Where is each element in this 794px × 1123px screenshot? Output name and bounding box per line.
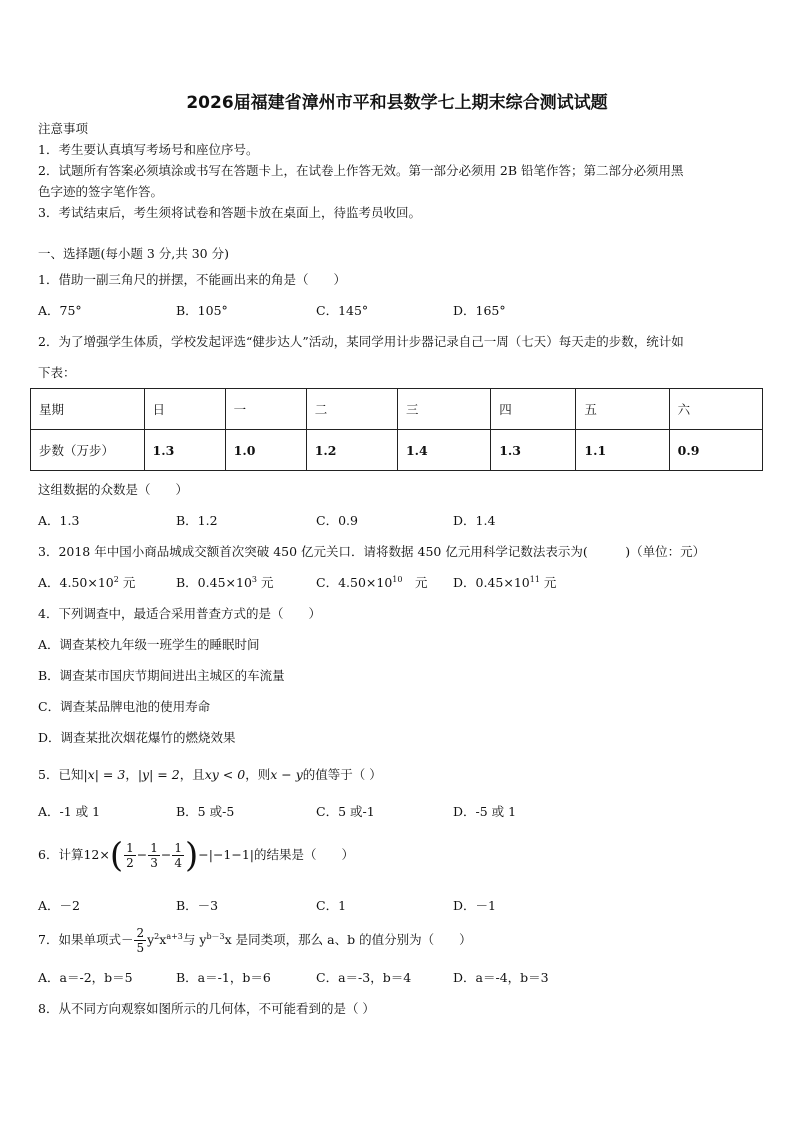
- table-cell: 1.1: [576, 430, 669, 471]
- target-expr: x − y: [270, 767, 303, 782]
- question-6-stem: 6．计算12×( $\frac{1}{2}$ − $\frac{1}{3}$ − $\frac{1}{4}$ )−|−1−1|的结果是（ ）: [38, 835, 355, 876]
- notice-item: 色字迹的签字笔作答。: [38, 184, 164, 199]
- q1-option-c[interactable]: C．145°: [316, 303, 369, 318]
- fraction: $\frac{2}{5}$: [136, 926, 145, 955]
- section-heading: 一、选择题(每小题 3 分,共 30 分): [38, 246, 229, 261]
- notice-item: 3．考试结束后，考生须将试卷和答题卡放在桌面上，待监考员收回。: [38, 205, 421, 220]
- notice-item: 2．试题所有答案必须填涂或书写在答题卡上，在试卷上作答无效。第一部分必须用 2B 铅笔作答；第二部分必须用黑: [38, 163, 684, 178]
- table-cell: 步数（万步）: [31, 430, 145, 471]
- q1-option-a[interactable]: A．75°: [38, 303, 82, 318]
- q4-option-a[interactable]: A．调查某校九年级一班学生的睡眠时间: [38, 637, 260, 652]
- q6-option-d[interactable]: D．－1: [453, 898, 496, 913]
- question-2-stem: 2．为了增强学生体质，学校发起评选“健步达人”活动，某同学用计步器记录自己一周（七天）每天走的步数，统计如: [38, 334, 684, 349]
- table-cell: 六: [669, 389, 762, 430]
- q7-option-d[interactable]: D．a＝-4，b＝3: [453, 970, 549, 985]
- question-3-stem: 3．2018 年中国小商品城成交额首次突破 450 亿元关口．请将数据 450 亿元用科学记数法表示为( )（单位：元）: [38, 544, 706, 559]
- q6-option-a[interactable]: A．－2: [38, 898, 80, 913]
- q5-option-b[interactable]: B．5 或-5: [176, 804, 235, 819]
- q2-option-b[interactable]: B．1.2: [176, 513, 218, 528]
- q4-option-d[interactable]: D．调查某批次烟花爆竹的燃烧效果: [38, 730, 236, 745]
- question-7-stem: 7．如果单项式－ $\frac{2}{5}$ $y^2x^{a+3}$与 $y^{b-3}x$ 是同类项，那么 a、b 的值分别为（ ）: [38, 926, 472, 955]
- abs-x-expr: |x| = 3: [83, 767, 126, 782]
- q5-option-c[interactable]: C．5 或-1: [316, 804, 375, 819]
- table-cell: 1.0: [225, 430, 306, 471]
- page-title: 2026届福建省漳州市平和县数学七上期末综合测试试题: [186, 93, 608, 113]
- q1-option-d[interactable]: D．165°: [453, 303, 506, 318]
- q1-option-b[interactable]: B．105°: [176, 303, 228, 318]
- question-2-stem-cont: 下表：: [38, 365, 76, 380]
- q4-option-c[interactable]: C．调查某品牌电池的使用寿命: [38, 699, 211, 714]
- fraction: $\frac{1}{3}$: [150, 841, 158, 870]
- table-cell: 五: [576, 389, 669, 430]
- q2-option-c[interactable]: C．0.9: [316, 513, 358, 528]
- q5-option-d[interactable]: D．-5 或 1: [453, 804, 517, 819]
- table-cell: 1.3: [491, 430, 576, 471]
- q6-option-c[interactable]: C．1: [316, 898, 347, 913]
- q3-option-d[interactable]: D．$0.45\times 10^{11}$ 元: [453, 575, 557, 590]
- table-cell: 1.2: [306, 430, 397, 471]
- table-row: [31, 430, 763, 471]
- table-cell: 1.3: [144, 430, 225, 471]
- q3-option-a[interactable]: A．$4.50\times 10^2$ 元: [38, 575, 136, 590]
- q4-option-b[interactable]: B．调查某市国庆节期间进出主城区的车流量: [38, 668, 285, 683]
- q7-option-a[interactable]: A．a＝-2，b＝5: [38, 970, 133, 985]
- table-cell: 三: [397, 389, 490, 430]
- q5-option-a[interactable]: A．-1 或 1: [38, 804, 101, 819]
- fraction: $\frac{1}{4}$: [174, 841, 182, 870]
- q3-option-b[interactable]: B．$0.45\times 10^3$ 元: [176, 575, 274, 590]
- table-cell: 0.9: [669, 430, 762, 471]
- table-cell: 1.4: [397, 430, 490, 471]
- table-cell: 星期: [31, 389, 145, 430]
- question-8-stem: 8．从不同方向观察如图所示的几何体，不可能看到的是（ ）: [38, 1001, 375, 1016]
- table-cell: 二: [306, 389, 397, 430]
- table-cell: 四: [491, 389, 576, 430]
- question-5-stem: 5．已知|x| = 3，|y| = 2，且xy < 0，则x − y的值等于（ ）: [38, 767, 382, 782]
- q6-option-b[interactable]: B．－3: [176, 898, 219, 913]
- q2-option-d[interactable]: D．1.4: [453, 513, 496, 528]
- notice-item: 1．考生要认真填写考场号和座位序号。: [38, 142, 259, 157]
- table-cell: 日: [144, 389, 225, 430]
- condition-expr: xy < 0: [204, 767, 246, 782]
- question-4-stem: 4．下列调查中，最适合采用普查方式的是（ ）: [38, 606, 321, 621]
- q7-option-b[interactable]: B．a＝-1，b＝6: [176, 970, 271, 985]
- question-1-stem: 1．借助一副三角尺的拼摆，不能画出来的角是（ ）: [38, 272, 346, 287]
- notice-heading: 注意事项: [38, 121, 89, 136]
- question-2-ask: 这组数据的众数是（ ）: [38, 482, 189, 497]
- q2-option-a[interactable]: A．1.3: [38, 513, 80, 528]
- steps-table: [30, 388, 763, 471]
- q7-option-c[interactable]: C．a＝-3，b＝4: [316, 970, 412, 985]
- fraction: $\frac{1}{2}$: [126, 841, 134, 870]
- abs-y-expr: |y| = 2: [137, 767, 180, 782]
- q3-option-c[interactable]: C．$4.50\times 10^{10}$ 元: [316, 575, 428, 590]
- table-row: [31, 389, 763, 430]
- table-cell: 一: [225, 389, 306, 430]
